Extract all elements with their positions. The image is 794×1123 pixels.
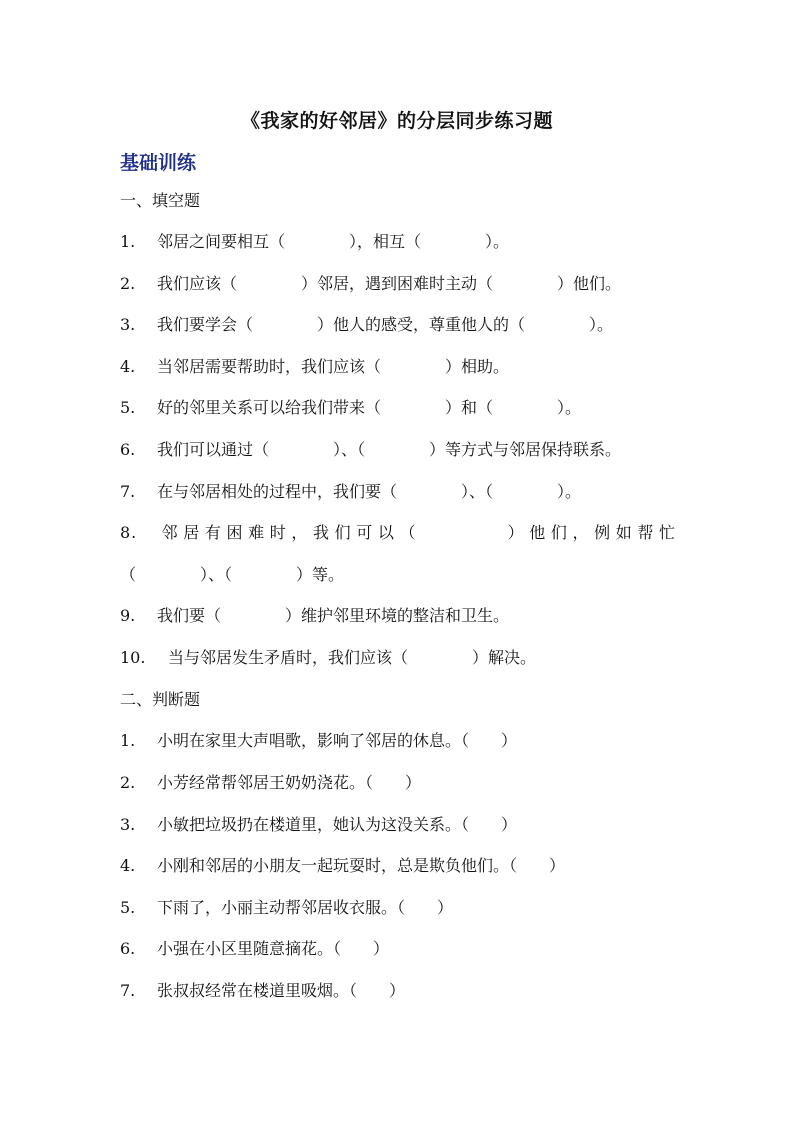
item-text: 好的邻里关系可以给我们带来（ ）和（ ）。 xyxy=(157,398,582,417)
fill-item-4 xyxy=(120,357,509,377)
item-text: 小明在家里大声唱歌，影响了邻居的休息。（ ） xyxy=(157,731,518,750)
fill-item-8 xyxy=(120,523,676,543)
item-text: 邻居有困难时，我们可以（ ）他们，例如帮忙 xyxy=(157,523,676,542)
item-number: 1. xyxy=(120,232,136,251)
item-text: 我们应该（ ）邻居，遇到困难时主动（ ）他们。 xyxy=(157,274,622,293)
fill-item-6 xyxy=(120,440,621,460)
item-number: 3. xyxy=(120,315,136,334)
item-number: 9. xyxy=(120,606,136,625)
item-text: 我们可以通过（ ）、（ ）等方式与邻居保持联系。 xyxy=(157,440,622,459)
item-text: 我们要学会（ ）他人的感受，尊重他人的（ ）。 xyxy=(157,315,614,334)
item-text: 小强在小区里随意摘花。（ ） xyxy=(157,939,390,958)
item-text: 小敏把垃圾扔在楼道里，她认为这没关系。（ ） xyxy=(157,815,518,834)
item-text: 我们要（ ）维护邻里环境的整洁和卫生。 xyxy=(157,606,510,625)
item-number: 8. xyxy=(120,523,138,542)
judge-item-7 xyxy=(120,981,405,1001)
fill-item-7 xyxy=(120,482,581,502)
item-number: 6. xyxy=(120,939,136,958)
item-number: 2. xyxy=(120,773,136,792)
fill-item-2 xyxy=(120,274,621,294)
item-number: 10. xyxy=(120,648,146,667)
part1-heading: 一、填空题 xyxy=(120,191,201,210)
item-number: 3. xyxy=(120,815,136,834)
item-number: 4. xyxy=(120,856,136,875)
item-number: 7. xyxy=(120,981,136,1000)
item-text: 当邻居需要帮助时，我们应该（ ）相助。 xyxy=(157,357,510,376)
item-number: 2. xyxy=(120,274,136,293)
item-number: 4. xyxy=(120,357,136,376)
item-number: 1. xyxy=(120,731,136,750)
item-text: 下雨了，小丽主动帮邻居收衣服。（ ） xyxy=(157,898,454,917)
page-title: 《我家的好邻居》的分层同步练习题 xyxy=(240,110,553,132)
item-text: 邻居之间要相互（ ），相互（ ）。 xyxy=(157,232,510,251)
item-text: 小刚和邻居的小朋友一起玩耍时，总是欺负他们。（ ） xyxy=(157,856,566,875)
part2-heading: 二、判断题 xyxy=(120,690,201,709)
item-text: 在与邻居相处的过程中，我们要（ ）、（ ）。 xyxy=(157,482,582,501)
fill-item-3 xyxy=(120,315,613,335)
item-number: 5. xyxy=(120,898,136,917)
item-text: 张叔叔经常在楼道里吸烟。（ ） xyxy=(157,981,406,1000)
judge-item-5 xyxy=(120,898,453,918)
fill-item-5 xyxy=(120,398,581,418)
item-number: 5. xyxy=(120,398,136,417)
item-text: 小芳经常帮邻居王奶奶浇花。（ ） xyxy=(157,773,422,792)
judge-item-1 xyxy=(120,731,517,751)
judge-item-3 xyxy=(120,815,517,835)
item-text: 当与邻居发生矛盾时，我们应该（ ）解决。 xyxy=(168,648,537,667)
fill-item-10 xyxy=(120,648,536,668)
judge-item-6 xyxy=(120,939,389,959)
fill-item-9 xyxy=(120,606,509,626)
item-number: 6. xyxy=(120,440,136,459)
fill-item-8-continuation: （ ）、（ ）等。 xyxy=(120,565,345,584)
judge-item-4 xyxy=(120,856,565,876)
item-number: 7. xyxy=(120,482,136,501)
section-heading: 基础训练 xyxy=(120,152,197,174)
fill-item-1 xyxy=(120,232,509,252)
judge-item-2 xyxy=(120,773,421,793)
